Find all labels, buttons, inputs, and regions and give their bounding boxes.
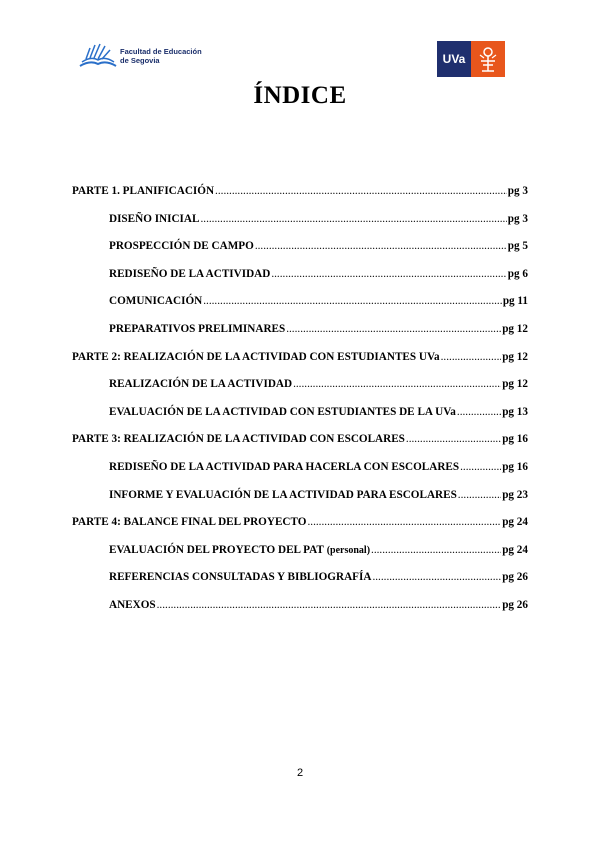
uva-logo	[437, 41, 507, 77]
toc-entry-page: pg 13	[502, 405, 528, 418]
toc-leader-dots	[293, 378, 501, 390]
toc-entry[interactable]	[109, 544, 528, 560]
toc-entry-page: pg 24	[502, 516, 528, 529]
toc-entry-label: REALIZACIÓN DE LA ACTIVIDAD	[109, 378, 293, 391]
toc-entry-label: PARTE 2: REALIZACIÓN DE LA ACTIVIDAD CON ESTUDIANTES UVa	[72, 350, 440, 363]
toc-entry-label: PROSPECCIÓN DE CAMPO	[109, 240, 254, 253]
toc-leader-dots	[372, 571, 501, 583]
toc-leader-dots	[371, 544, 501, 556]
toc-entry-label: PARTE 1. PLANIFICACIÓN	[72, 185, 215, 197]
toc-entry-label: REFERENCIAS CONSULTADAS Y BIBLIOGRAFÍA	[109, 571, 372, 584]
toc-entry-label-suffix: (personal)	[326, 544, 371, 556]
toc-leader-dots	[286, 323, 501, 335]
toc-entry[interactable]	[109, 489, 528, 505]
toc-leader-dots	[271, 268, 506, 280]
faculty-book-icon	[78, 42, 118, 70]
toc-entry[interactable]	[109, 599, 528, 615]
toc-entry[interactable]	[72, 516, 528, 532]
toc-entry-page: pg 24	[502, 543, 528, 556]
toc-entry[interactable]	[109, 295, 528, 311]
toc-entry-page: pg 23	[502, 488, 528, 501]
toc-leader-dots	[307, 516, 501, 528]
uva-emblem-icon	[471, 41, 505, 77]
toc-entry-page: pg 3	[507, 212, 528, 225]
toc-leader-dots	[460, 461, 501, 473]
toc-entry-label: PREPARATIVOS PRELIMINARES	[109, 323, 286, 335]
toc-entry-page: pg 12	[502, 323, 528, 335]
faculty-name-line2: de Segovia	[120, 56, 160, 65]
toc-entry-page: pg 26	[502, 599, 528, 611]
toc-entry-page: pg 3	[507, 185, 528, 197]
toc-leader-dots	[406, 433, 501, 445]
toc-entry-label: DISEÑO INICIAL	[109, 212, 200, 225]
toc-entry[interactable]	[109, 268, 528, 284]
toc-entry[interactable]	[109, 378, 528, 394]
toc-entry[interactable]	[72, 185, 528, 201]
toc-entry[interactable]	[72, 351, 528, 367]
toc-entry-page: pg 12	[502, 350, 528, 363]
toc-entry-label: REDISEÑO DE LA ACTIVIDAD	[109, 267, 271, 280]
toc-entry-page: pg 11	[502, 295, 528, 308]
faculty-logo	[78, 42, 208, 72]
page-header	[0, 0, 600, 90]
toc-leader-dots	[203, 295, 502, 307]
toc-leader-dots	[441, 351, 502, 363]
toc-entry-label: INFORME Y EVALUACIÓN DE LA ACTIVIDAD PARA ESCOLARES	[109, 488, 457, 501]
toc-entry[interactable]	[109, 213, 528, 229]
toc-entry-label: PARTE 4: BALANCE FINAL DEL PROYECTO	[72, 516, 307, 529]
toc-leader-dots	[255, 240, 507, 252]
toc-entry[interactable]	[109, 406, 528, 422]
toc-leader-dots	[157, 599, 502, 611]
toc-entry-label: EVALUACIÓN DEL PROYECTO DEL PAT	[109, 543, 324, 556]
toc-entry[interactable]	[109, 461, 528, 477]
toc-entry-label: PARTE 3: REALIZACIÓN DE LA ACTIVIDAD CON ESCOLARES	[72, 433, 405, 446]
uva-label: UVa	[437, 41, 471, 77]
page-number: 2	[296, 767, 304, 779]
toc-leader-dots	[200, 213, 506, 225]
toc-entry-page: pg 12	[502, 378, 528, 391]
toc-entry-page: pg 16	[502, 433, 528, 446]
toc-entry-label: REDISEÑO DE LA ACTIVIDAD PARA HACERLA CON ESCOLARES	[109, 461, 460, 473]
faculty-name-line1: Facultad de Educación	[120, 47, 202, 56]
toc-entry[interactable]	[109, 240, 528, 256]
toc-leader-dots	[215, 185, 507, 197]
toc-entry-label: COMUNICACIÓN	[109, 295, 203, 308]
toc-entry-label: ANEXOS	[109, 599, 156, 611]
page-title: ÍNDICE	[253, 82, 347, 109]
toc-entry-label: EVALUACIÓN DE LA ACTIVIDAD CON ESTUDIANTES DE LA UVa	[109, 405, 456, 418]
toc-entry[interactable]	[109, 571, 528, 587]
toc-leader-dots	[457, 406, 501, 418]
toc-entry[interactable]	[109, 323, 528, 339]
toc-entry[interactable]	[72, 433, 528, 449]
toc-entry-page: pg 26	[502, 571, 528, 584]
toc-entry-page: pg 5	[507, 240, 528, 253]
toc-entry-page: pg 6	[507, 267, 528, 280]
toc-leader-dots	[458, 489, 501, 501]
toc-entry-page: pg 16	[502, 461, 528, 473]
